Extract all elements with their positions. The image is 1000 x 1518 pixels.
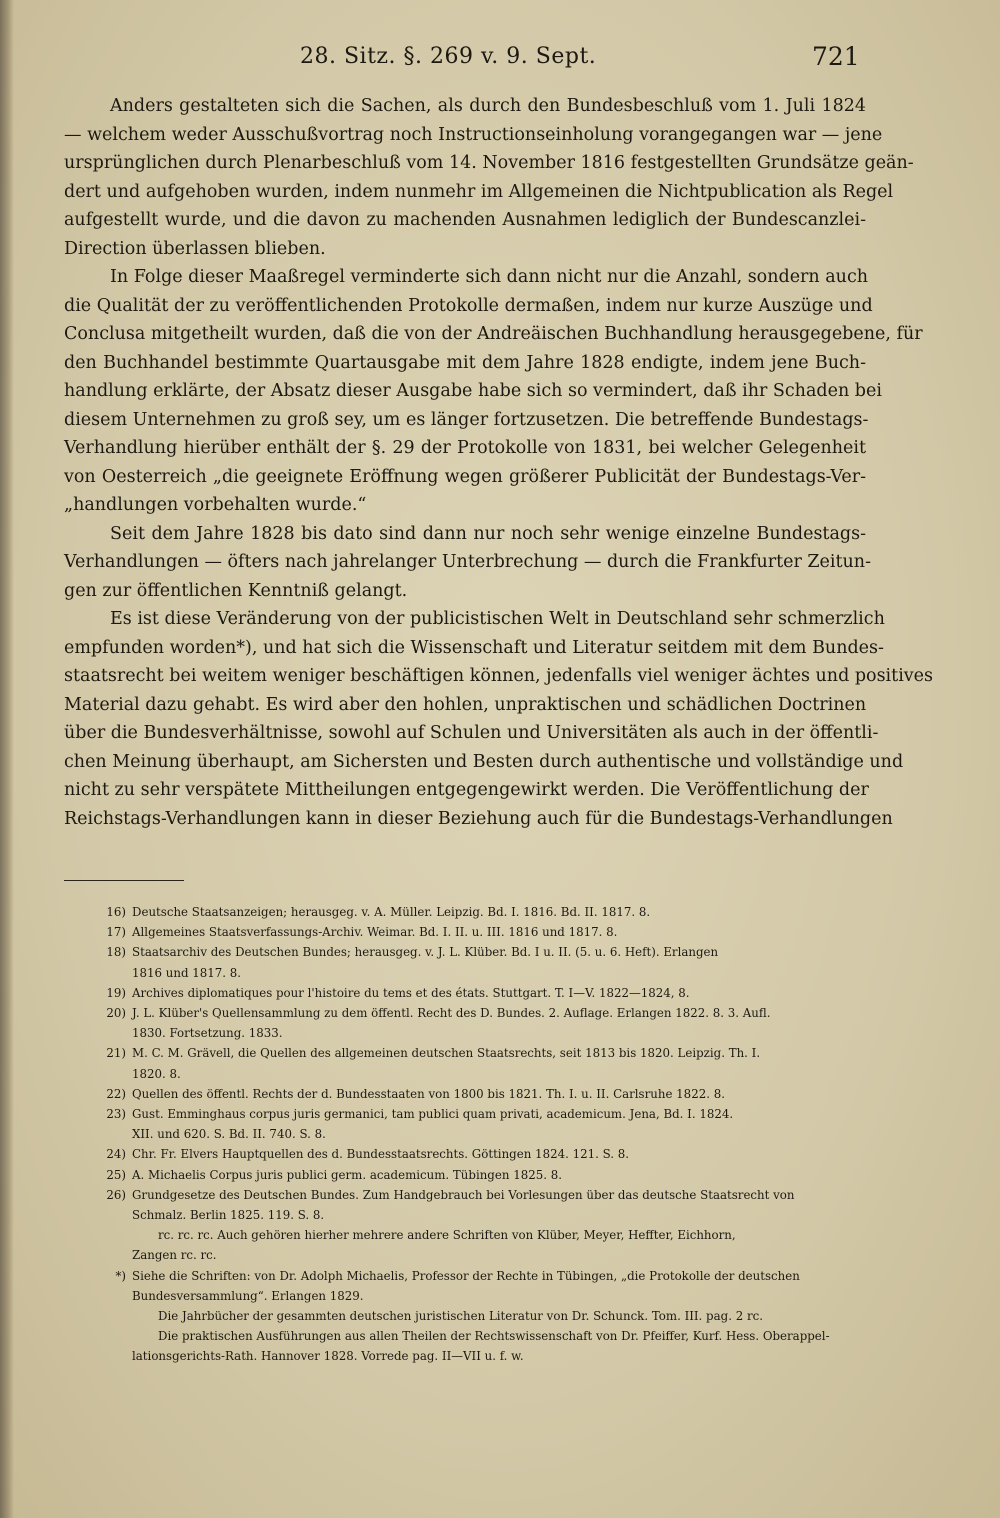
text-line: nicht zu sehr verspätete Mittheilungen entgegengewirkt werden. Die Veröffentlichung der — [64, 780, 869, 800]
text-line: handlung erklärte, der Absatz dieser Ausgabe habe sich so vermindert, daß ihr Schaden bei — [64, 381, 882, 401]
footnote-marker: 26) — [106, 1187, 126, 1202]
footnote-line: rc. rc. rc. Auch gehören hierher mehrere andere Schriften von Klüber, Meyer, Heffter, Eichhorn, — [158, 1228, 736, 1243]
text-line: Verhandlung hierüber enthält der §. 29 der Protokolle von 1831, bei welcher Gelegenheit — [64, 438, 866, 458]
footnote — [90, 983, 874, 1003]
footnote-marker: 23) — [106, 1107, 126, 1122]
paragraph — [64, 263, 923, 520]
footnote-marker: 19) — [106, 985, 126, 1000]
footnote-line: Grundgesetze des Deutschen Bundes. Zum Handgebrauch bei Vorlesungen über das deutsche Staatsrecht von — [132, 1187, 795, 1202]
footnote-line: Staatsarchiv des Deutschen Bundes; herausgeg. v. J. L. Klüber. Bd. I u. II. (5. u. 6. Heft). Erlangen — [132, 945, 719, 960]
footnote-line: Siehe die Schriften: von Dr. Adolph Michaelis, Professor der Rechte in Tübingen, „die Protokolle der deutschen — [132, 1268, 800, 1283]
footnote — [90, 1225, 874, 1265]
text-line: Seit dem Jahre 1828 bis dato sind dann nur noch sehr wenige einzelne Bundestags- — [110, 523, 866, 544]
footnote-line: Die praktischen Ausführungen aus allen Theilen der Rechtswissenschaft von Dr. Pfeiffer, Kurf. Hess. Oberappel- — [158, 1329, 830, 1344]
footnote-line: Chr. Fr. Elvers Hauptquellen des d. Bundesstaatsrechts. Göttingen 1824. 121. S. 8. — [132, 1147, 630, 1162]
footnote-marker: 17) — [106, 925, 126, 940]
footnote-line: Quellen des öffentl. Rechts der d. Bundesstaaten von 1800 bis 1821. Th. I. u. II. Carlsruhe 1822. 8. — [132, 1086, 725, 1101]
paragraph — [64, 92, 914, 263]
text-line: Reichstags-Verhandlungen kann in dieser Beziehung auch für die Bundestags-Verhandlungen — [64, 808, 893, 829]
text-line: über die Bundesverhältnisse, sowohl auf Schulen und Universitäten als auch in der öffentli- — [64, 723, 879, 743]
text-line: „handlungen vorbehalten wurde.“ — [64, 495, 367, 515]
text-line: Conclusa mitgetheilt wurden, daß die von der Andreäischen Buchhandlung herausgegebene, für — [64, 324, 923, 344]
footnote-line: Deutsche Staatsanzeigen; herausgeg. v. A. Müller. Leipzig. Bd. I. 1816. Bd. II. 1817. 8. — [132, 905, 651, 919]
footnote-line: A. Michaelis Corpus juris publici germ. academicum. Tübingen 1825. 8. — [132, 1167, 562, 1182]
text-line: chen Meinung überhaupt, am Sichersten und Besten durch authentische und vollständige und — [64, 751, 904, 772]
footnote-line: Gust. Emminghaus corpus juris germanici, tam publici quam privati, academicum. Jena, Bd. I. 1824. — [132, 1107, 734, 1122]
text-line: Verhandlungen — öfters nach jahrelanger Unterbrechung — durch die Frankfurter Zeitun- — [64, 552, 871, 572]
footnote-marker: 20) — [106, 1006, 126, 1021]
paragraph — [64, 605, 934, 833]
footnote-marker: 18) — [106, 945, 126, 960]
footnote — [90, 1185, 874, 1225]
page-gutter-shadow — [0, 0, 14, 1518]
footnote-line: Schmalz. Berlin 1825. 119. S. 8. — [132, 1208, 325, 1223]
footnote-marker: 22) — [106, 1086, 126, 1101]
text-line: Direction überlassen blieben. — [64, 238, 326, 259]
footnote — [90, 1003, 874, 1043]
text-line: Es ist diese Veränderung von der publicistischen Welt in Deutschland sehr schmerzlich — [110, 609, 885, 629]
text-line: — welchem weder Ausschußvortrag noch Instructionseinholung vorangegangen war — jene — [64, 124, 883, 145]
footnotes — [90, 902, 874, 1367]
paragraph — [64, 520, 871, 606]
footnote — [90, 1043, 874, 1083]
text-line: aufgestellt wurde, und die davon zu machenden Ausnahmen lediglich der Bundescanzlei- — [64, 210, 866, 230]
footnote-line: XII. und 620. S. Bd. II. 740. S. 8. — [132, 1127, 326, 1142]
footnote — [90, 902, 874, 922]
footnote-line: M. C. M. Grävell, die Quellen des allgemeinen deutschen Staatsrechts, seit 1813 bis 1820. Leipzig. Th. I. — [132, 1046, 761, 1061]
footnote — [90, 1266, 874, 1306]
footnote-separator — [64, 880, 184, 881]
footnote-line: Die Jahrbücher der gesammten deutschen juristischen Literatur von Dr. Schunck. Tom. III. pag. 2 rc. — [158, 1309, 763, 1324]
footnote-line: Archives diplomatiques pour l'histoire du tems et des états. Stuttgart. T. I—V. 1822—1824, 8. — [132, 985, 690, 1000]
footnote — [90, 922, 874, 942]
footnote-marker: 21) — [106, 1046, 126, 1061]
footnote-line: 1816 und 1817. 8. — [132, 965, 242, 980]
text-line: gen zur öffentlichen Kenntniß gelangt. — [64, 580, 408, 601]
running-head: 28. Sitz. §. 269 v. 9. Sept. — [300, 44, 597, 69]
page-header — [0, 40, 1000, 76]
footnote-line: J. L. Klüber's Quellensammlung zu dem öffentl. Recht des D. Bundes. 2. Auflage. Erlangen 1822. 8. 3. Aufl. — [132, 1006, 771, 1021]
footnote-line: 1820. 8. — [132, 1066, 181, 1081]
footnote — [90, 1326, 874, 1366]
footnote-marker: *) — [115, 1268, 126, 1283]
footnote — [90, 1165, 874, 1185]
text-line: empfunden worden*), und hat sich die Wissenschaft und Literatur seitdem mit dem Bundes- — [64, 637, 884, 658]
footnote — [90, 1104, 874, 1144]
text-line: von Oesterreich „die geeignete Eröffnung wegen größerer Publicität der Bundestags-Ver- — [64, 466, 866, 487]
footnote-line: Bundesversammlung“. Erlangen 1829. — [132, 1288, 364, 1303]
footnote-line: Zangen rc. rc. — [132, 1248, 217, 1263]
text-line: diesem Unternehmen zu groß sey, um es länger fortzusetzen. Die betreffende Bundestags- — [64, 409, 869, 430]
footnote — [90, 1144, 874, 1164]
footnote — [90, 1306, 874, 1326]
footnote-marker: 25) — [106, 1167, 126, 1182]
text-line: den Buchhandel bestimmte Quartausgabe mit dem Jahre 1828 endigte, indem jene Buch- — [64, 352, 866, 373]
footnote — [90, 942, 874, 982]
footnote-line: lationsgerichts-Rath. Hannover 1828. Vorrede pag. II—VII u. f. w. — [132, 1349, 524, 1364]
text-line: Material dazu gehabt. Es wird aber den hohlen, unpraktischen und schädlichen Doctrinen — [64, 694, 867, 715]
footnote-marker: 16) — [106, 905, 126, 919]
text-line: dert und aufgehoben wurden, indem nunmehr im Allgemeinen die Nichtpublication als Regel — [64, 181, 894, 202]
main-text — [64, 92, 934, 833]
text-line: Anders gestalteten sich die Sachen, als durch den Bundesbeschluß vom 1. Juli 1824 — [110, 96, 866, 116]
text-line: staatsrecht bei weitem weniger beschäftigen können, jedenfalls viel weniger ächtes und positives — [64, 666, 934, 686]
footnote — [90, 1084, 874, 1104]
footnote-marker: 24) — [106, 1147, 126, 1162]
text-line: ursprünglichen durch Plenarbeschluß vom 14. November 1816 festgestellten Grundsätze geän- — [64, 153, 914, 173]
text-line: In Folge dieser Maaßregel verminderte sich dann nicht nur die Anzahl, sondern auch — [110, 267, 869, 287]
footnote-line: Allgemeines Staatsverfassungs-Archiv. Weimar. Bd. I. II. u. III. 1816 und 1817. 8. — [132, 925, 618, 940]
text-line: die Qualität der zu veröffentlichenden Protokolle dermaßen, indem nur kurze Auszüge und — [64, 295, 873, 316]
footnote-line: 1830. Fortsetzung. 1833. — [132, 1026, 283, 1041]
page-number: 721 — [812, 42, 860, 71]
